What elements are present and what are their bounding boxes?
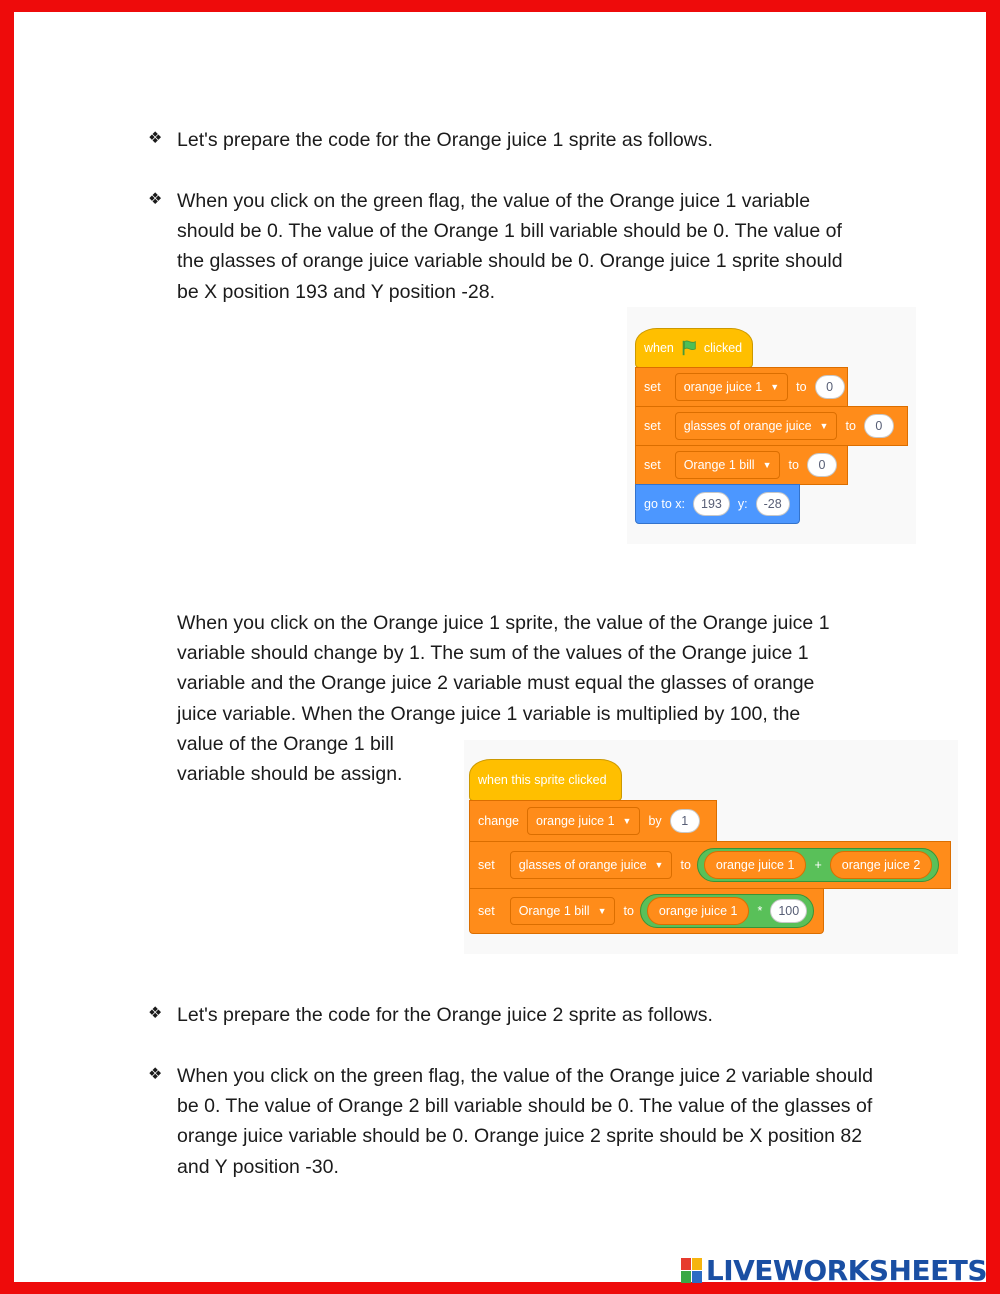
logo-mark-icon (681, 1258, 702, 1283)
variable-name: Orange 1 bill (683, 458, 755, 472)
variable-dropdown[interactable] (675, 373, 788, 401)
green-flag-icon (680, 339, 698, 357)
clicked-label: clicked (703, 341, 743, 355)
to-label: to (623, 904, 634, 918)
change-label: change (478, 814, 520, 828)
set-orange-1-bill-block[interactable] (635, 445, 848, 485)
set-label: set (644, 458, 661, 472)
go-to-x-label: go to x: (644, 497, 685, 511)
value-input[interactable]: 0 (807, 453, 837, 477)
to-label: to (680, 858, 691, 872)
instruction-3-line: variable should change by 1. The sum of the values of the Orange juice 1 (177, 642, 809, 665)
value-input[interactable]: 1 (670, 809, 700, 833)
when-label: when (644, 341, 674, 355)
chevron-down-icon: ▼ (762, 460, 772, 470)
logo-mark-cell (692, 1258, 702, 1270)
instruction-3-line: juice variable. When the Orange juice 1 variable is multiplied by 100, the (177, 702, 801, 725)
y-input[interactable]: -28 (756, 492, 790, 516)
value-input[interactable]: 100 (770, 899, 807, 923)
chevron-down-icon: ▼ (819, 421, 829, 431)
when-flag-clicked-block[interactable] (635, 328, 753, 368)
value-input[interactable]: 0 (864, 414, 894, 438)
to-label: to (845, 419, 856, 433)
bullet-2: ❖ (148, 191, 163, 208)
instruction-3-line: When you click on the Orange juice 1 sprite, the value of the Orange juice 1 (177, 612, 830, 634)
instruction-3-line: variable and the Orange juice 2 variable must equal the glasses of orange (177, 672, 815, 695)
when-sprite-clicked-block[interactable] (469, 759, 622, 801)
bullet-4: ❖ (148, 1066, 163, 1083)
orange-juice-1-reporter[interactable]: orange juice 1 (647, 897, 750, 925)
value-input[interactable]: 0 (815, 375, 845, 399)
chevron-down-icon: ▼ (622, 816, 632, 826)
set-glasses-block[interactable] (635, 406, 908, 446)
x-input[interactable]: 193 (693, 492, 730, 516)
instruction-3-line: variable should be assign. (177, 763, 403, 786)
liveworksheets-logo (681, 1254, 987, 1287)
variable-name: Orange 1 bill (518, 904, 590, 918)
orange-juice-2-reporter[interactable]: orange juice 2 (830, 851, 933, 879)
variable-dropdown[interactable] (675, 451, 781, 479)
instruction-2: When you click on the green flag, the value of the Orange juice 1 variable should be 0. The value of the Orange 1 bill variable should be 0. The value of the glasses of orange juice variable should be 0. Orange juice 1 sprite should be X position 193 and Y position -28. (177, 190, 843, 303)
chevron-down-icon: ▼ (597, 906, 607, 916)
variable-name: glasses of orange juice (683, 419, 812, 433)
add-operator-block[interactable] (697, 848, 939, 882)
set-glasses-sum-block[interactable] (469, 841, 951, 889)
code-panel-1 (627, 307, 916, 544)
set-bill-multiply-block[interactable] (469, 888, 824, 934)
logo-mark-cell (681, 1258, 691, 1270)
set-label: set (478, 858, 495, 872)
instruction-4: Let's prepare the code for the Orange juice 2 sprite as follows. (177, 1004, 713, 1026)
variable-name: orange juice 1 (536, 814, 615, 828)
set-label: set (478, 904, 495, 918)
change-variable-block[interactable] (469, 800, 717, 842)
instruction-1: Let's prepare the code for the Orange juice 1 sprite as follows. (177, 129, 713, 151)
logo-text: LIVEWORKSHEETS (705, 1254, 987, 1287)
plus-operator: + (814, 858, 822, 872)
orange-juice-1-reporter[interactable]: orange juice 1 (704, 851, 807, 879)
y-label: y: (737, 497, 748, 511)
chevron-down-icon: ▼ (770, 382, 780, 392)
variable-dropdown[interactable] (675, 412, 838, 440)
bullet-1: ❖ (148, 130, 163, 147)
when-sprite-clicked-label: when this sprite clicked (478, 773, 607, 787)
variable-name: glasses of orange juice (518, 858, 647, 872)
to-label: to (788, 458, 799, 472)
instruction-5: When you click on the green flag, the value of the Orange juice 2 variable should be 0. The value of Orange 2 bill variable should be 0. The value of the glasses of orange juice variable should be 0. Orange juice 2 sprite should be X position 82 and Y position -30. (177, 1065, 873, 1178)
to-label: to (796, 380, 807, 394)
variable-dropdown[interactable] (527, 807, 640, 835)
instruction-3-line: value of the Orange 1 bill (177, 732, 394, 755)
bullet-3: ❖ (148, 1005, 163, 1022)
logo-mark-cell (692, 1271, 702, 1283)
code-panel-2 (464, 740, 958, 954)
set-label: set (644, 419, 661, 433)
go-to-xy-block[interactable] (635, 484, 800, 524)
multiply-operator: * (757, 904, 763, 918)
logo-mark-cell (681, 1271, 691, 1283)
multiply-operator-block[interactable] (640, 894, 814, 928)
set-label: set (644, 380, 661, 394)
variable-dropdown[interactable] (510, 897, 616, 925)
chevron-down-icon: ▼ (654, 860, 664, 870)
by-label: by (648, 814, 662, 828)
set-orange-juice-1-block[interactable] (635, 367, 848, 407)
variable-name: orange juice 1 (683, 380, 763, 394)
variable-dropdown[interactable] (510, 851, 673, 879)
